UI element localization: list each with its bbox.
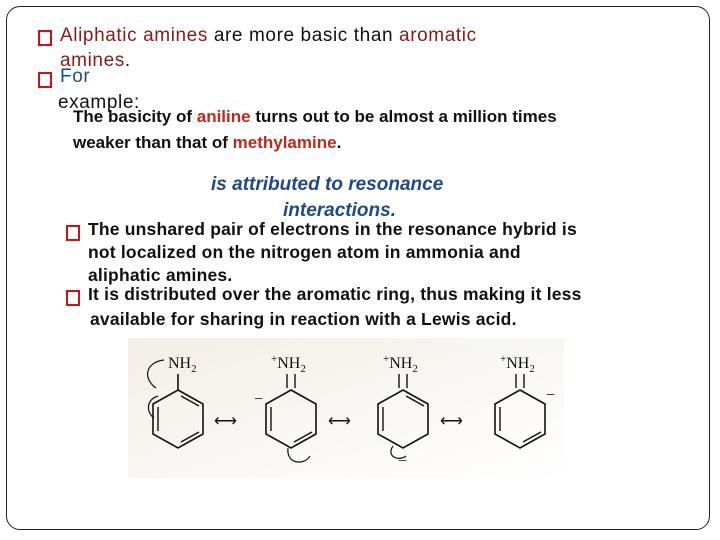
resonance-arrow-3: ⟷ <box>440 413 463 430</box>
nh2-subscript: 2 <box>412 363 418 375</box>
point1-line1 <box>60 25 477 47</box>
point4-line2: available for sharing in reaction with a Lewis acid. <box>90 309 517 329</box>
example-line2-start: weaker than that of <box>73 133 233 152</box>
aniline-text: aniline <box>196 107 251 126</box>
resonance-arrow-2: ⟷ <box>328 413 351 430</box>
example-line2-end: . <box>336 133 342 152</box>
nh2-label: NH <box>389 355 413 372</box>
nh2-label: NH <box>506 355 530 372</box>
resonance-arrow-1: ⟷ <box>214 413 237 430</box>
nh2-label: NH <box>168 355 192 372</box>
point3-line3: aliphatic amines. <box>88 265 233 285</box>
aromatic-text: aromatic <box>399 25 477 46</box>
nh2-subscript: 2 <box>529 363 535 375</box>
point3-line1: The unshared pair of electrons in the resonance hybrid is <box>88 219 577 239</box>
example-line1-end: turns out to be almost a million times <box>250 107 557 126</box>
resonance-heading-line1: is attributed to resonance <box>211 174 444 195</box>
example-line1-start: The basicity of <box>73 107 197 126</box>
minus-charge: − <box>254 391 264 408</box>
bullet-icon <box>38 30 52 46</box>
point4-line1: It is distributed over the aromatic ring, thus making it less <box>88 284 582 304</box>
plus-charge: + <box>271 353 278 365</box>
bullet-icon <box>38 72 52 88</box>
figure-background <box>128 338 564 478</box>
nh2-subscript: 2 <box>300 363 306 375</box>
point1-middle: are more basic than <box>207 25 400 46</box>
amines-text: amines <box>60 50 125 71</box>
plus-charge: + <box>383 353 390 365</box>
minus-charge: − <box>398 453 408 470</box>
methylamine-text: methylamine <box>232 133 337 152</box>
point3-line2: not localized on the nitrogen atom in ammonia and <box>88 242 521 262</box>
nh2-subscript: 2 <box>191 363 197 375</box>
resonance-heading-line2: interactions. <box>283 200 396 221</box>
example-line2 <box>73 133 341 153</box>
nh2-label: NH <box>277 355 301 372</box>
bullet-icon <box>66 290 80 306</box>
resonance-structures-svg <box>128 338 564 478</box>
minus-charge: − <box>546 387 556 404</box>
point1-end: . <box>124 50 131 71</box>
plus-charge: + <box>500 353 507 365</box>
bullet-icon <box>66 225 80 241</box>
example-line1 <box>73 107 557 127</box>
example-label: example: <box>58 92 140 113</box>
resonance-structures-figure <box>128 338 564 478</box>
aliphatic-amines-text: Aliphatic amines <box>60 25 208 46</box>
for-label: For <box>60 66 91 87</box>
